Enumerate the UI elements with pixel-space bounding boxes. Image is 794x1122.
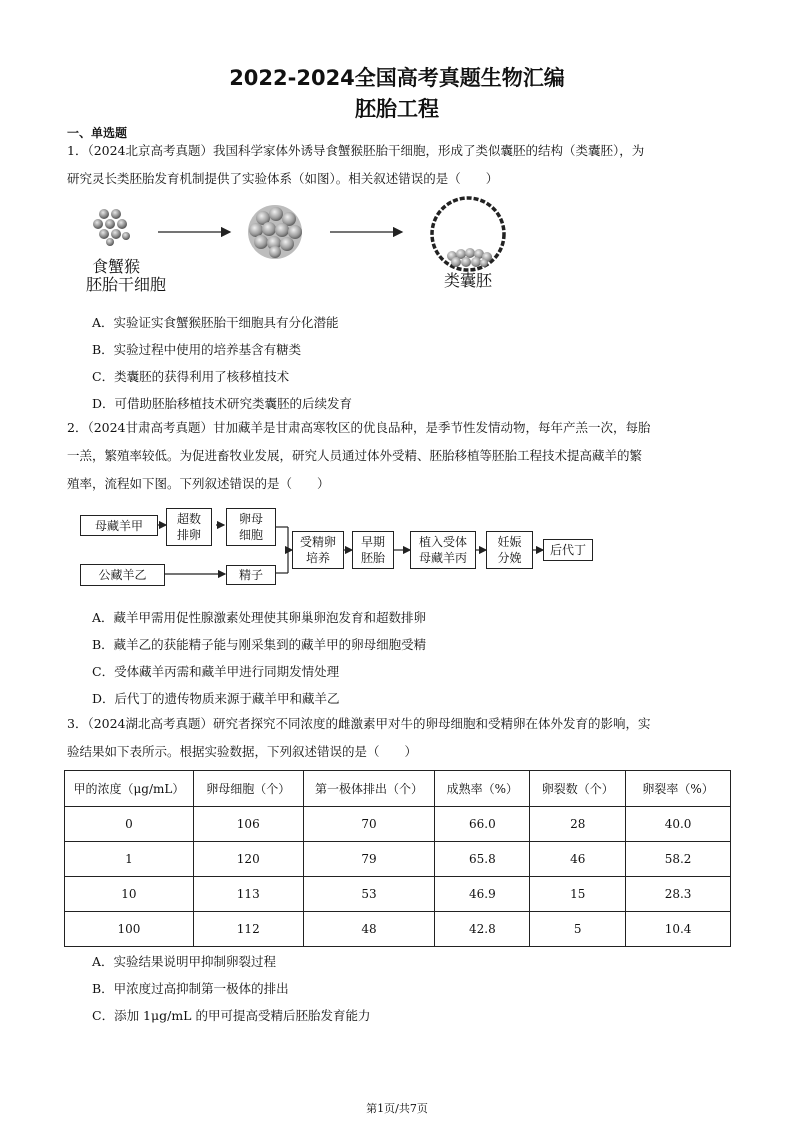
- flow-superovulation: 超数 排卵: [166, 508, 212, 546]
- table-cell: 46.9: [435, 877, 530, 912]
- question-1-line-1: 1．（2024北京高考真题）我国科学家体外诱导食蟹猴胚胎干细胞，形成了类似囊胚的结构（类囊胚），为: [67, 143, 645, 158]
- table-cell: 70: [303, 807, 435, 842]
- q1-option-a: A．实验证实食蟹猴胚胎干细胞具有分化潜能: [92, 315, 339, 330]
- q1-option-b: B．实验过程中使用的培养基含有糖类: [92, 342, 302, 357]
- question-3-stem: [67, 710, 727, 766]
- flow-father-sheep: 公藏羊乙: [80, 564, 165, 586]
- table-cell: 113: [193, 877, 303, 912]
- table-cell: 40.0: [626, 807, 731, 842]
- q2-option-d: D．后代丁的遗传物质来源于藏羊甲和藏羊乙: [92, 691, 340, 706]
- figure-label-stem-cells: 胚胎干细胞: [85, 275, 166, 294]
- q2-option-a: A．藏羊甲需用促性腺激素处理使其卵巢卵泡发育和超数排卵: [92, 610, 427, 625]
- flow-sperm: 精子: [226, 565, 276, 585]
- table-cell: 53: [303, 877, 435, 912]
- flow-offspring: 后代丁: [543, 539, 593, 561]
- table-cell: 28.3: [626, 877, 731, 912]
- q3-option-c: C．添加 1μg/mL 的甲可提高受精后胚胎发育能力: [92, 1008, 371, 1023]
- flow-oocyte: 卵母 细胞: [226, 508, 276, 546]
- table-header-cell: 成熟率（%）: [435, 771, 530, 807]
- question-2-line-3: 殖率，流程如下图。下列叙述错误的是（ ）: [67, 476, 330, 491]
- table-cell: 28: [530, 807, 626, 842]
- table-row: [65, 912, 731, 947]
- table-cell: 65.8: [435, 842, 530, 877]
- flow-zygote-culture: 受精卵 培养: [292, 531, 344, 569]
- table-cell: 120: [193, 842, 303, 877]
- question-2-line-1: 2．（2024甘肃高考真题）甘加藏羊是甘肃高寒牧区的优良品种，是季节性发情动物，每年产羔一次，每胎: [67, 420, 651, 435]
- q2-option-c: C．受体藏羊丙需和藏羊甲进行同期发情处理: [92, 664, 340, 679]
- table-cell: 10.4: [626, 912, 731, 947]
- table-cell: 106: [193, 807, 303, 842]
- q1-option-d: D．可借助胚胎移植技术研究类囊胚的后续发育: [92, 396, 353, 411]
- table-cell: 0: [65, 807, 194, 842]
- table-cell: 46: [530, 842, 626, 877]
- q1-option-c: C．类囊胚的获得利用了核移植技术: [92, 369, 290, 384]
- q3-option-a: A．实验结果说明甲抑制卵裂过程: [92, 954, 277, 969]
- q3-data-table: [64, 770, 731, 947]
- table-row: [65, 877, 731, 912]
- stem-cell-cluster-icon: [93, 209, 130, 246]
- page-subtitle: 胚胎工程: [355, 97, 439, 121]
- table-cell: 66.0: [435, 807, 530, 842]
- table-row: [65, 842, 731, 877]
- table-header-row: [65, 771, 731, 807]
- table-cell: 42.8: [435, 912, 530, 947]
- table-header-cell: 卵裂率（%）: [626, 771, 731, 807]
- flow-embryo-transfer: 植入受体 母藏羊丙: [410, 531, 476, 569]
- section-heading: 一、单选题: [67, 126, 128, 140]
- table-cell: 48: [303, 912, 435, 947]
- page-number: 第1页/共7页: [366, 1102, 428, 1115]
- table-cell: 112: [193, 912, 303, 947]
- table-cell: 100: [65, 912, 194, 947]
- table-header-cell: 甲的浓度（μg/mL）: [65, 771, 194, 807]
- figure-label-monkey: 食蟹猴: [91, 257, 140, 276]
- page-title: 2022-2024全国高考真题生物汇编: [229, 66, 565, 90]
- flow-early-embryo: 早期 胚胎: [352, 531, 394, 569]
- question-1-stem: [67, 137, 727, 193]
- q3-option-b: B．甲浓度过高抑制第一极体的排出: [92, 981, 289, 996]
- table-header-cell: 卵母细胞（个）: [193, 771, 303, 807]
- question-1-line-2: 研究灵长类胚胎发育机制提供了实验体系（如图）。相关叙述错误的是（ ）: [67, 171, 499, 186]
- table-cell: 58.2: [626, 842, 731, 877]
- question-3-line-2: 验结果如下表所示。根据实验数据，下列叙述错误的是（ ）: [67, 744, 418, 759]
- table-header-cell: 第一极体排出（个）: [303, 771, 435, 807]
- table-row: [65, 807, 731, 842]
- flow-mother-sheep: 母藏羊甲: [80, 515, 158, 536]
- cell-aggregate-icon: [248, 205, 302, 259]
- table-header-cell: 卵裂数（个）: [530, 771, 626, 807]
- table-cell: 5: [530, 912, 626, 947]
- blastoid-icon: [432, 198, 504, 270]
- q2-option-b: B．藏羊乙的获能精子能与刚采集到的藏羊甲的卵母细胞受精: [92, 637, 427, 652]
- figure-label-blastoid: 类囊胚: [443, 271, 492, 290]
- question-2-line-2: 一羔，繁殖率较低。为促进畜牧业发展，研究人员通过体外受精、胚胎移植等胚胎工程技术提高藏羊的繁: [67, 448, 643, 463]
- table-cell: 15: [530, 877, 626, 912]
- table-cell: 10: [65, 877, 194, 912]
- flow-pregnancy-birth: 妊娠 分娩: [486, 531, 533, 569]
- table-cell: 79: [303, 842, 435, 877]
- question-2-stem: [67, 414, 727, 498]
- question-3-line-1: 3．（2024湖北高考真题）研究者探究不同浓度的雌激素甲对牛的卵母细胞和受精卵在体外发育的影响，实: [67, 716, 651, 731]
- table-cell: 1: [65, 842, 194, 877]
